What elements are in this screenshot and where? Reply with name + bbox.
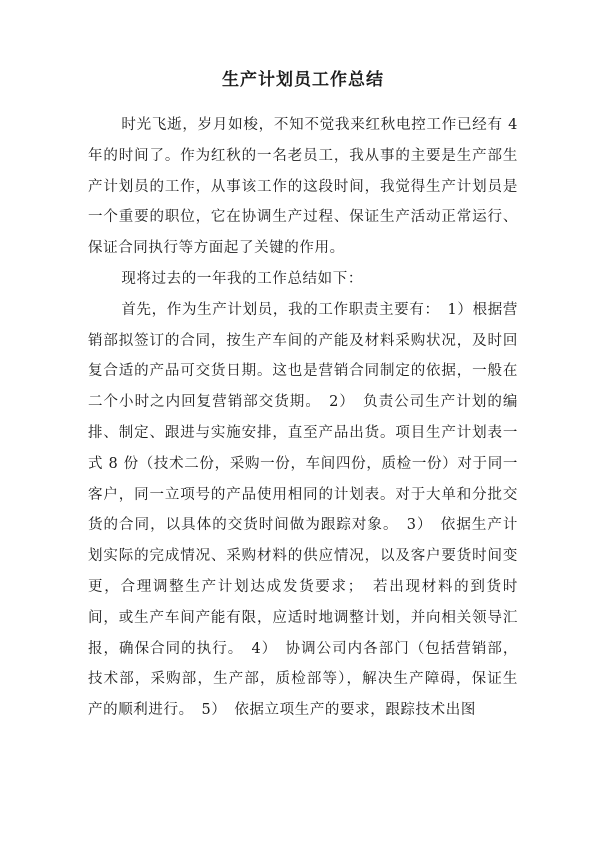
document-body — [88, 110, 518, 726]
paragraph-summary-lead: 现将过去的一年我的工作总结如下： — [121, 270, 363, 287]
paragraph-intro: 时光飞逝，岁月如梭，不知不觉我来红秋电控工作已经有 4 年的时间了。作为红秋的一名老员工，我从事的主要是生产部生产计划员的工作，从事该工作的这段时间，我觉得生产计划员是一个重要的职位，它在协调生产过程、保证生产活动正常运行、保证合同执行等方面起了关键的作用。 — [88, 117, 518, 257]
document-page — [88, 68, 518, 726]
document-title: 生产计划员工作总结 — [222, 70, 384, 90]
paragraph-duties: 首先，作为生产计划员，我的工作职责主要有： 1）根据营销部拟签订的合同，按生产车间的产能及材料采购状况，及时回复合适的产品可交货日期。这也是营销合同制定的依据，一般在二个小时之内回复营销部交货期。 2） 负责公司生产计划的编排、制定、跟进与实施安排，直至产品出货。项目生产计划表一式 8 份（技术二份，采购一份，车间四份，质检一份）对于同一客户，同一立项号的产品使用相同的计划表。对于大单和分批交货的合同，以具体的交货时间做为跟踪对象。 3） 依据生产计划实际的完成情况、采购材料的供应情况，以及客户要货时间变更，合理调整生产计划达成发货要求； 若出现材料的到货时间，或生产车间产能有限，应适时地调整计划，并向相关领导汇报，确保合同的执行。 4） 协调公司内各部门（包括营销部，技术部，采购部，生产部，质检部等），解决生产障碍，保证生产的顺利进行。 5） 依据立项生产的要求，跟踪技术出图 — [88, 301, 518, 719]
